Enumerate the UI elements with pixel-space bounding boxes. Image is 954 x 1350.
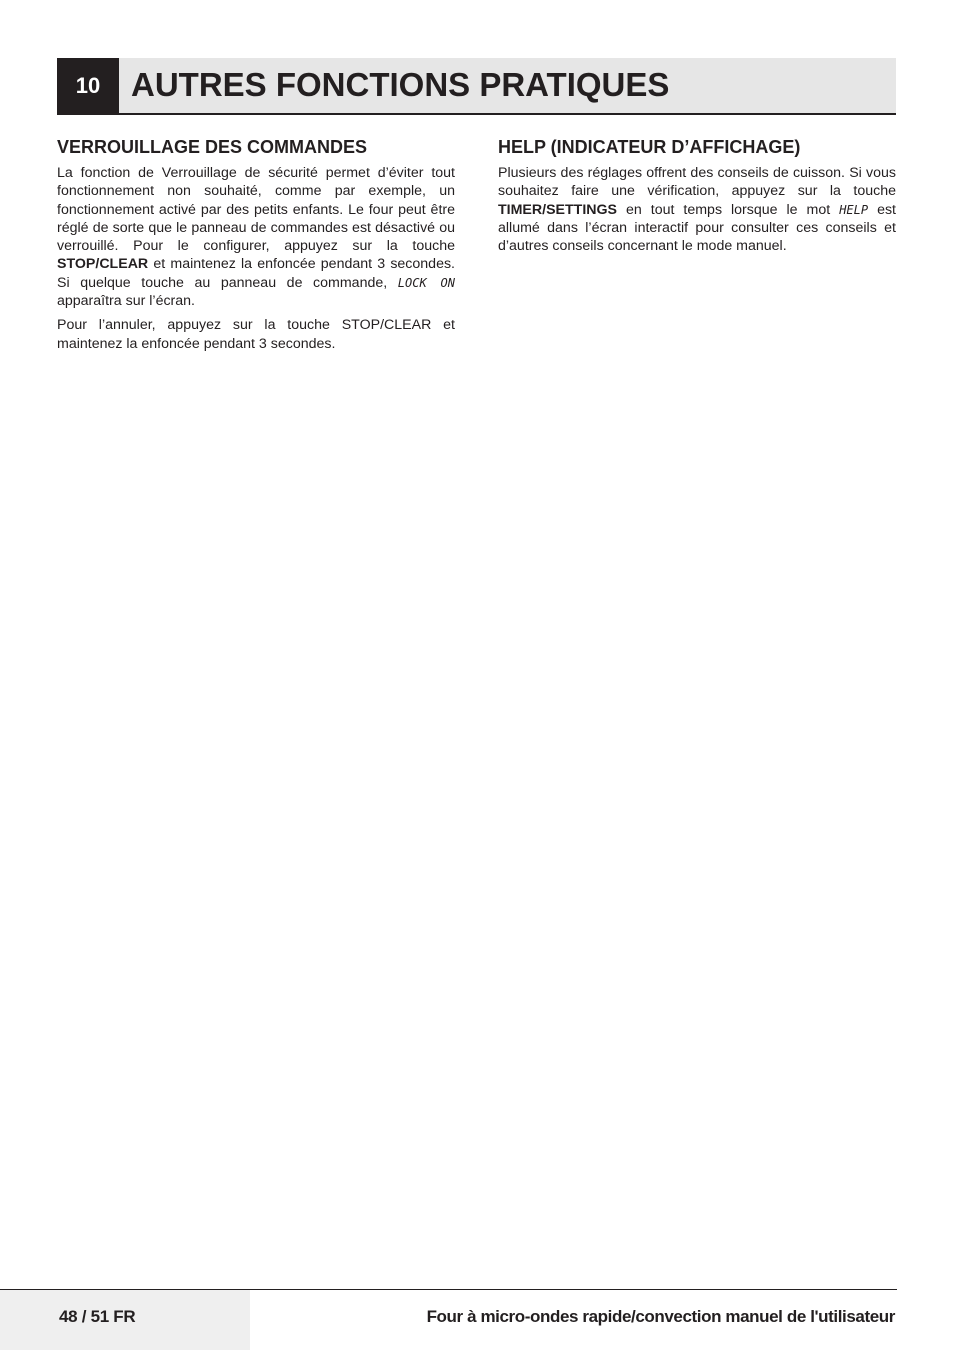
- lock-section: [57, 136, 455, 359]
- chapter-title: AUTRES FONCTIONS PRATIQUES: [131, 66, 670, 103]
- text-run: La fonction de Verrouillage de sécurité permet d’éviter tout fonctionnement non souhaité, comme par exemple, un fonctionnement activé par des petits enfants. Le four peut être réglé de sorte que le panneau de commandes est désactivé ou verrouillé. Pour le configurer, appuyez sur la touche: [57, 165, 455, 255]
- page-number: 48 / 51 FR: [59, 1307, 136, 1326]
- timer-settings-key-label: TIMER/SETTINGS: [498, 201, 618, 218]
- text-run: apparaîtra sur l’écran.: [57, 293, 196, 310]
- stop-clear-key-label: STOP/CLEAR: [57, 256, 149, 273]
- help-section: [498, 136, 896, 261]
- manual-title: Four à micro-ondes rapide/convection manuel de l'utilisateur: [426, 1307, 895, 1326]
- text-run: Plusieurs des réglages offrent des conseils de cuisson. Si vous souhaitez faire une vérification, appuyez sur la touche: [498, 165, 896, 200]
- lock-section-paragraph-2: Pour l’annuler, appuyez sur la touche STOP/CLEAR et maintenez la enfoncée pendant 3 secondes.: [57, 317, 455, 352]
- help-display-text: HELP: [839, 202, 869, 217]
- text-run: et maintenez la enfoncée pendant 3 secondes. Si quelque touche au panneau de commande,: [57, 256, 455, 291]
- chapter-number: 10: [57, 58, 119, 113]
- chapter-header: [57, 58, 896, 115]
- text-run: en tout temps lorsque le mot: [617, 201, 840, 218]
- lock-section-heading: VERROUILLAGE DES COMMANDES: [57, 137, 368, 157]
- lock-on-display-text: LOCK ON: [397, 275, 456, 290]
- help-section-heading: HELP (INDICATEUR D’AFFICHAGE): [498, 137, 801, 157]
- text-run: est allumé dans l’écran interactif pour consulter ces conseils et d’autres conseils concernant le mode manuel.: [498, 201, 896, 255]
- lock-section-paragraph-1: [57, 164, 455, 310]
- help-section-paragraph: [498, 164, 896, 255]
